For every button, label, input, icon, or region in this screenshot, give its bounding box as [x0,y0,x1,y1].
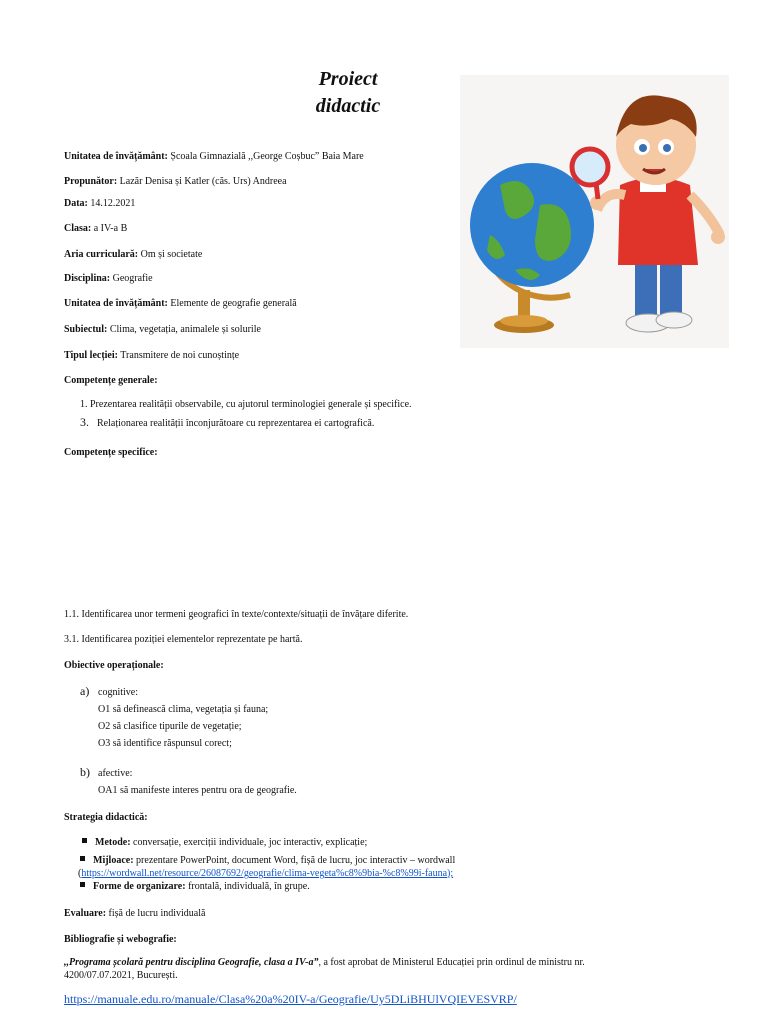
field-unitatea-1: Unitatea de învățământ: Școala Gimnazială ,,George Coșbuc” Baia Mare [64,151,364,162]
competenta-specifica-1-1: 1.1. Identificarea unor termeni geografici în texte/contexte/situații de învățare diferite. [64,609,409,620]
field-subiectul: Subiectul: Clima, vegetația, animalele și solurile [64,324,261,335]
title-line-1: Proiect [318,68,378,90]
obiective-a-label: cognitive: [98,687,138,698]
obiectiv-oa1: OA1 să manifeste interes pentru ora de geografie. [98,785,297,796]
field-tipul-lectiei: Tipul lecției: Transmitere de noi cunoștințe [64,350,240,361]
bibliografie-ref: ,,Programa școlară pentru disciplina Geografie, clasa a IV-a”, a fost aprobat de Ministerul Educației prin ordinul de ministru nr. [64,957,585,968]
wordwall-link[interactable]: https://wordwall.net/resource/26087692/geografie/clima-vegeta%c8%9bia-%c8%99i-fauna [81,868,448,879]
competenta-specifica-3-1: 3.1. Identificarea poziției elementelor reprezentate pe hartă. [64,634,303,645]
competenta-generala-1: 1. Prezentarea realității observabile, cu ajutorul terminologiei generale și specifice. [80,399,412,410]
bullet-mijloace: Mijloace: prezentare PowerPoint, document Word, fișă de lucru, joc interactiv – wordwall [80,854,455,867]
title-line-2: didactic [315,95,381,117]
obiectiv-o3: O3 să identifice răspunsul corect; [98,738,232,749]
field-clasa: Clasa: a IV-a B [64,223,128,234]
mijloace-link-line: (https://wordwall.net/resource/26087692/geografie/clima-vegeta%c8%9bia-%c8%99i-fauna); [78,868,454,879]
obiective-b-label: afective: [98,768,133,779]
boy-with-globe-illustration [460,75,729,348]
obiectiv-o1: O1 să definească clima, vegetația și fauna; [98,704,269,715]
evaluare: Evaluare: fișă de lucru individuală [64,908,206,919]
field-aria-curriculara: Aria curriculară: Om și societate [64,249,203,260]
manuale-link[interactable]: https://manuale.edu.ro/manuale/Clasa%20a%20IV-a/Geografie/Uy5DLiBHUlVQIEVESVRP/ [64,992,517,1006]
strategia-heading: Strategia didactică: [64,812,148,823]
obiectiv-o2: O2 să clasifice tipurile de vegetație; [98,721,242,732]
competente-specifice-heading: Competențe specifice: [64,447,158,458]
field-data: Data: 14.12.2021 [64,198,136,209]
competenta-generala-3: 3. Relaționarea realității înconjurătoare cu reprezentarea ei cartografică. [80,415,375,429]
bullet-metode: Metode: conversație, exerciții individuale, joc interactiv, explicație; [82,836,367,849]
field-disciplina: Disciplina: Geografie [64,273,153,284]
bibliografie-heading: Bibliografie și webografie: [64,934,177,945]
bullet-square-icon [82,838,87,843]
bullet-square-icon [80,856,85,861]
competente-generale-heading: Competențe generale: [64,375,158,386]
obiective-b-letter: b) [80,765,90,779]
bullet-forme: Forme de organizare: frontală, individuală, în grupe. [80,880,310,893]
bullet-square-icon [80,882,85,887]
obiective-heading: Obiective operaționale: [64,660,164,671]
document-title [300,66,396,120]
field-unitatea-2: Unitatea de învățământ: Elemente de geografie generală [64,298,297,309]
bibliografie-ref-line-2: 4200/07.07.2021, București. [64,970,178,981]
obiective-a-letter: a) [80,684,90,698]
field-propunator: Propunător: Lazăr Denisa și Katler (căs. Urs) Andreea [64,176,287,187]
